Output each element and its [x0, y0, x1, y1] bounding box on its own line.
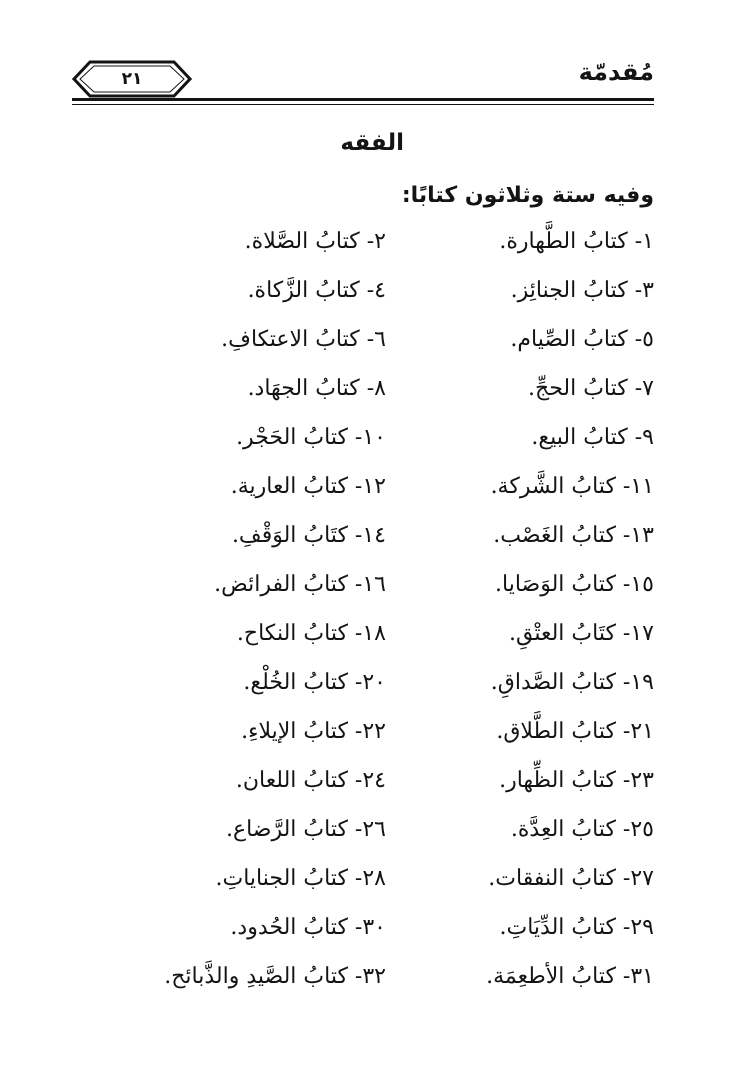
book-item: ١٧- كتَابُ العتْقِ.	[509, 621, 654, 646]
book-item: ٢٦- كتابُ الرَّضاع.	[225, 817, 386, 842]
book-item: ٢٥- كتابُ العِدَّة.	[510, 817, 654, 842]
book-item: ٤- كتابُ الزَّكاة.	[247, 278, 386, 303]
book-item: ٢٤- كتابُ اللعان.	[235, 768, 386, 793]
book-item: ٥- كتابُ الصِّيام.	[510, 327, 654, 352]
running-header-title: مُقدمّة	[578, 58, 654, 86]
book-item: ٢٣- كتابُ الظِّهار.	[499, 768, 654, 793]
book-item: ١- كتابُ الطَّهارة.	[499, 229, 654, 254]
book-item: ٣- كتابُ الجنائِز.	[510, 278, 654, 303]
book-item: ٢٩- كتابُ الدِّيَاتِ.	[499, 915, 654, 940]
book-item: ٨- كتابُ الجهَاد.	[247, 376, 386, 401]
header-rule-thin	[72, 104, 654, 105]
header-rule	[72, 98, 654, 101]
book-item: ٣٢- كتابُ الصَّيدِ والذَّبائح.	[164, 964, 386, 989]
book-item: ٢١- كتابُ الطَّلاق.	[496, 719, 654, 744]
book-item: ٢٨- كتابُ الجناياتِ.	[215, 866, 386, 891]
book-item: ١٨- كتابُ النكاح.	[236, 621, 386, 646]
book-item: ٣٠- كتابُ الحُدود.	[230, 915, 386, 940]
book-item: ٣١- كتابُ الأطعِمَة.	[486, 964, 654, 989]
book-item: ١٢- كتابُ العارية.	[230, 474, 386, 499]
book-item: ١٣- كتابُ الغَصْب.	[493, 523, 654, 548]
book-item: ١٦- كتابُ الفرائض.	[214, 572, 386, 597]
book-item: ٢٠- كتابُ الخُلْع.	[243, 670, 386, 695]
book-item: ٢٧- كتابُ النفقات.	[488, 866, 654, 891]
book-item: ٢- كتابُ الصَّلاة.	[244, 229, 386, 254]
book-item: ٢٢- كتابُ الإيلاءِ.	[241, 719, 386, 744]
book-item: ٧- كتابُ الحجِّ.	[528, 376, 654, 401]
book-item: ١٠- كتابُ الحَجْر.	[236, 425, 386, 450]
book-item: ٦- كتابُ الاعتكافِ.	[221, 327, 386, 352]
intro-line: وفيه ستة وثلاثون كتابًا:	[401, 183, 654, 208]
book-item: ٩- كتابُ البيع.	[531, 425, 654, 450]
book-item: ١٥- كتابُ الوَصَايا.	[495, 572, 654, 597]
book-item: ١١- كتابُ الشَّركة.	[490, 474, 654, 499]
book-item: ١٤- كتَابُ الوَقْفِ.	[231, 523, 386, 548]
section-heading: الفقه	[340, 130, 404, 156]
page-number: ٢١	[121, 69, 143, 89]
page-number-badge	[72, 60, 192, 98]
book-item: ١٩- كتابُ الصَّداقِ.	[490, 670, 654, 695]
